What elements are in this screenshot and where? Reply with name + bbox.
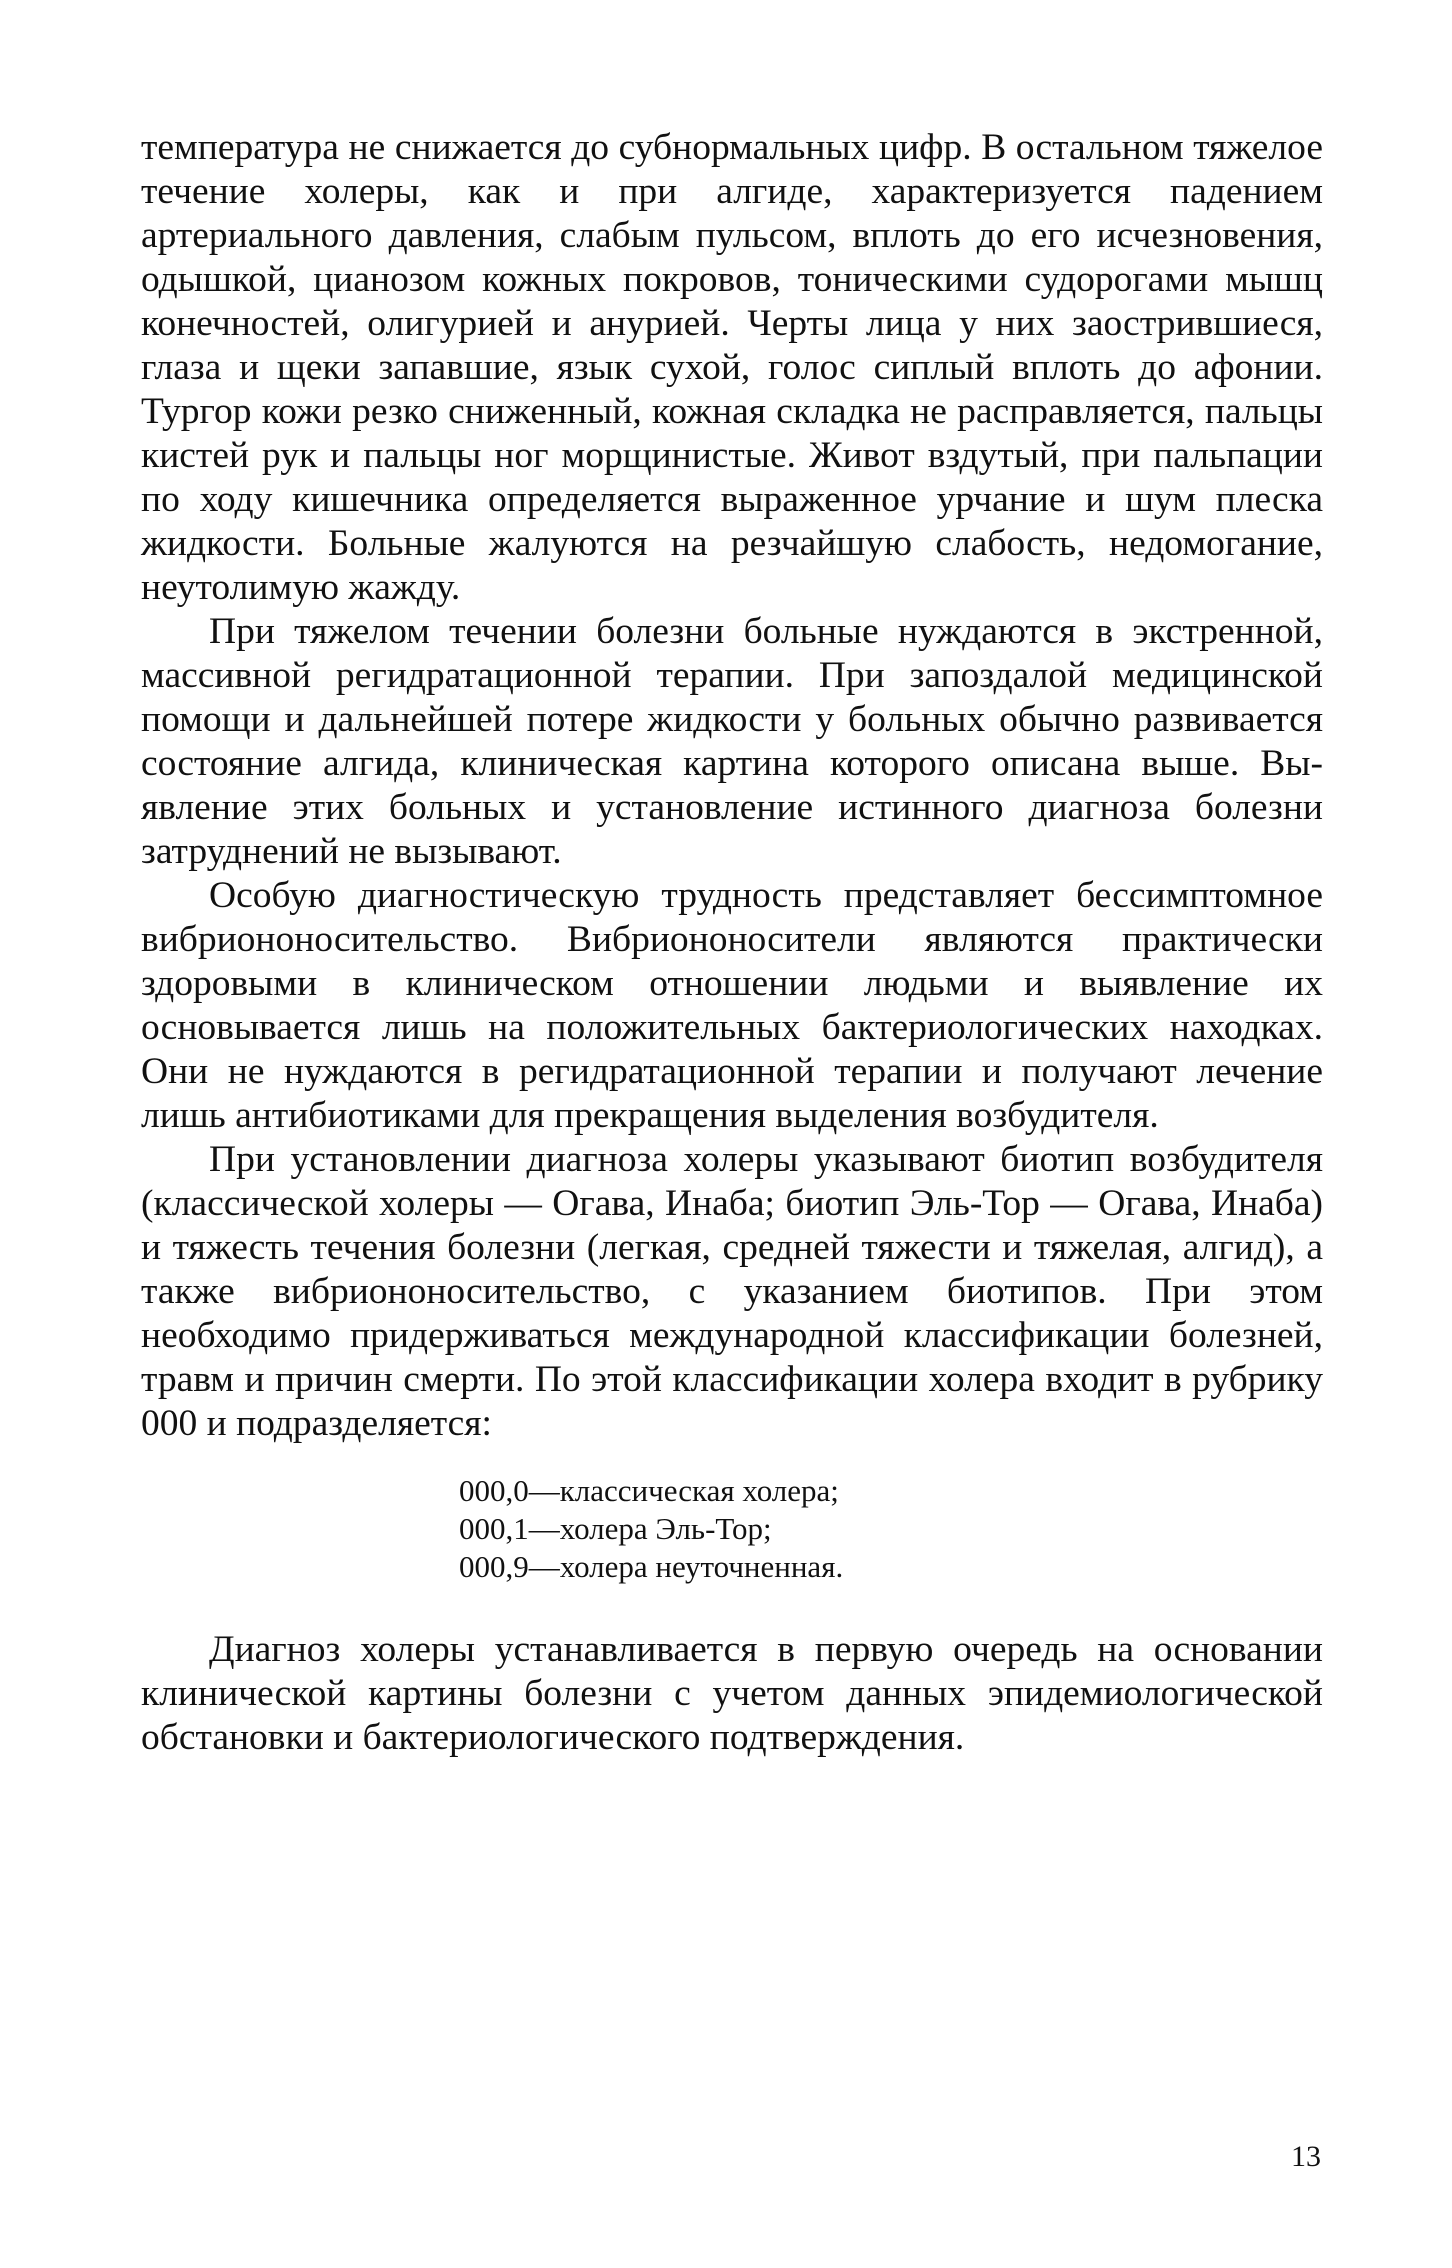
page-body <box>141 126 1323 1760</box>
paragraph-diagnosis: Диагноз холеры устанавливается в первую очередь на основании клинической картины болезни с учетом данных эпидемиологической обстановки и бактериологического подтверждения. <box>141 1629 1323 1758</box>
classification-codes <box>141 1472 1323 1586</box>
code-item: 000,1—холера Эль-Тор; <box>459 1511 772 1546</box>
paragraph-severe-course: температура не снижается до субнормальных цифр. В остальном тяжелое течение холеры, как и при алгиде, характеризуется падением артериального давления, слабым пульсом, вплоть до его исчезновения, одышкой, цианозом кожных покровов, тоническими судорогами мышц конечностей, олигурией и анурией. Черты лица у них заострившиеся, глаза и щеки запавшие, язык сухой, голос сиплый вплоть до афонии. Тургор кожи резко сниженный, кожная складка не расправляется, пальцы кистей рук и пальцы ног морщинистые. Живот вздутый, при пальпации по ходу кишечника определяется выраженное урчание и шум плеска жидкости. Больные жалуются на резчайшую слабость, недомогание, неутолимую жажду. <box>141 127 1323 608</box>
code-item: 000,0—классическая холера; <box>459 1473 839 1508</box>
code-item: 000,9—холера неуточненная. <box>459 1549 844 1584</box>
page-number: 13 <box>1291 2140 1321 2173</box>
code-list <box>141 1472 1323 1586</box>
paragraph-classification: При установлении диагноза холеры указывают биотип возбудителя (классической холеры — Огава, Инаба; биотип Эль-Тор — Огава, Инаба) и тяжесть течения болезни (легкая, средней тяжести и тяжелая, алгид), а также вибриононосительство, с указанием биотипов. При этом необходимо придерживаться международной классификации болезней, травм и причин смерти. По этой классификации холера входит в рубрику 000 и подразделяется: <box>141 1139 1323 1444</box>
paragraph-rehydration: При тяжелом течении болезни больные нуждаются в экстренной, массивной регидратационной терапии. При запоздалой медицинской помощи и дальнейшей потере жидкости у больных обычно развивается состояние алгида, клиническая картина которого описана выше. Выявление этих больных и установление истинного диагноза болезни затруднений не вызывают. <box>141 611 1323 872</box>
paragraph-carriers: Особую диагностическую трудность представляет бессимптомное вибриононосительство. Вибриононосители являются практически здоровыми в клиническом отношении людьми и выявление их основывается лишь на положительных бактериологических находках. Они не нуждаются в регидратационной терапии и получают лечение лишь антибиотиками для прекращения выделения возбудителя. <box>141 875 1323 1136</box>
